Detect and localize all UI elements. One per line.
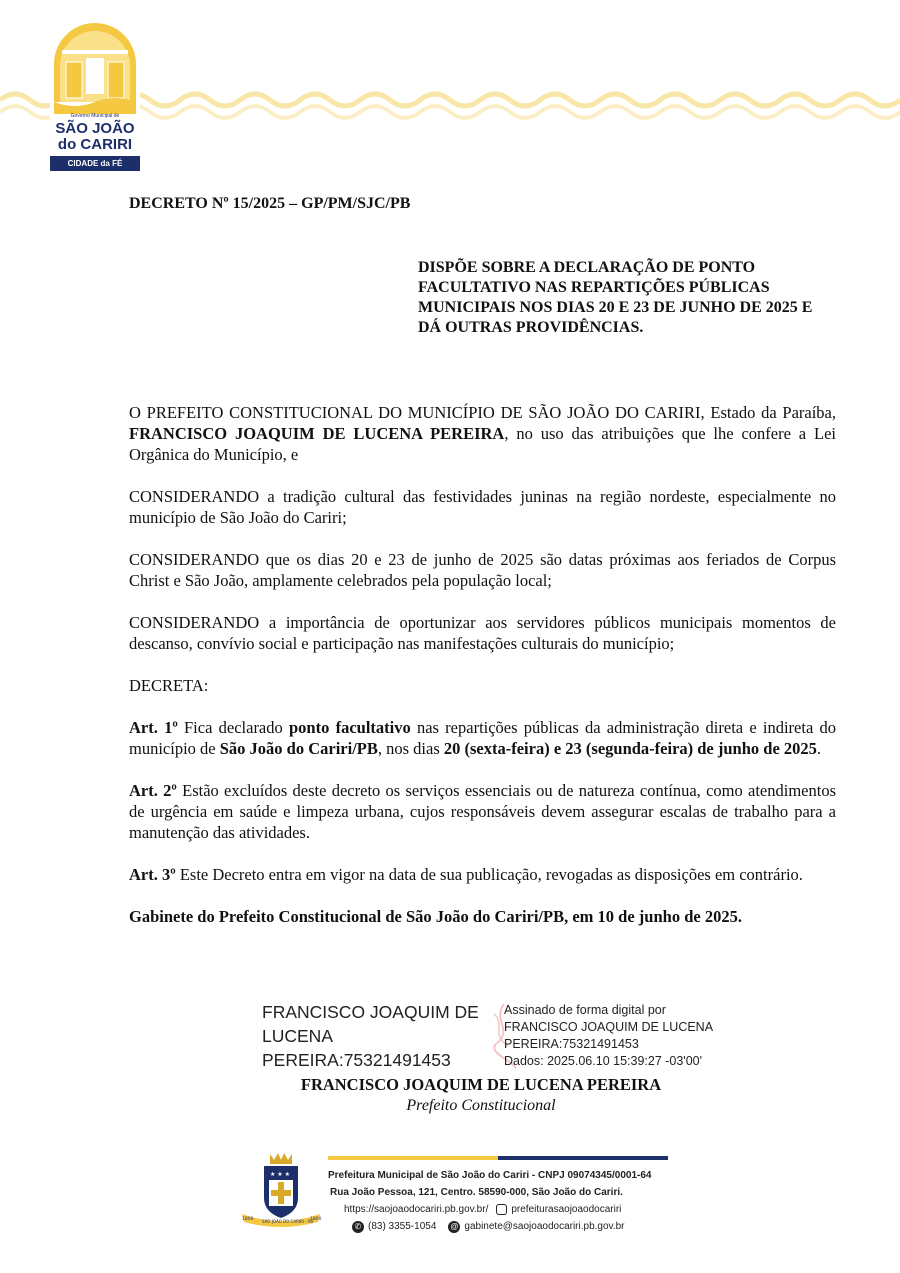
article-1-bold-b: ponto facultativo <box>289 718 411 737</box>
article-3-label: Art. 3º <box>129 865 176 884</box>
municipal-crest-icon <box>240 1148 322 1228</box>
footer-divider <box>328 1156 668 1161</box>
closing-text: Gabinete do Prefeito Constitucional de São João do Cariri/PB, em 10 de junho de 2025. <box>129 907 742 926</box>
article-1-bold-d: São João do Cariri/PB <box>219 739 378 758</box>
consideration-2: CONSIDERANDO que os dias 20 e 23 de junho de 2025 são datas próximas aos feriados de Corpus Christ e São João, amplamente celebrados pela população local; <box>129 550 836 590</box>
footer-contact <box>328 1167 688 1235</box>
digital-name-line1: FRANCISCO JOAQUIM DE <box>262 1002 479 1022</box>
logo-name-line2: do CARIRI <box>57 136 133 153</box>
website-link[interactable]: https://saojoaodocariri.pb.gov.br/ <box>344 1204 489 1215</box>
footer-line1: Prefeitura Municipal de São João do Cariri - CNPJ 09074345/0001-64 <box>328 1170 652 1181</box>
signature-info-line2: FRANCISCO JOAQUIM DE LUCENA <box>504 1020 714 1034</box>
article-2-label: Art. 2º <box>129 781 177 800</box>
article-1 <box>129 717 836 759</box>
footer-web-row <box>328 1201 688 1218</box>
article-1-text-a: Fica declarado <box>177 718 289 737</box>
decree-summary: DISPÕE SOBRE A DECLARAÇÃO DE PONTO FACULTATIVO NAS REPARTIÇÕES PÚBLICAS MUNICIPAIS NOS DIAS 20 E 23 DE JUNHO DE 2025 E DÁ OUTRAS PROVIDÊNCIAS. <box>418 259 813 336</box>
article-2 <box>129 780 836 843</box>
intro-text-a: O PREFEITO CONSTITUCIONAL DO MUNICÍPIO DE SÃO JOÃO DO CARIRI, Estado da Paraíba, <box>129 403 836 422</box>
phone-icon: ✆ <box>352 1221 364 1233</box>
footer-contact-row <box>328 1218 688 1235</box>
signature-info-line1: Assinado de forma digital por <box>504 1003 666 1017</box>
consideration-1: CONSIDERANDO a tradição cultural das festividades juninas na região nordeste, especialmente no município de São João do Cariri; <box>129 487 836 527</box>
decreta-heading: DECRETA: <box>129 676 209 695</box>
intro-paragraph <box>129 402 836 465</box>
logo-name-line1: SÃO JOÃO <box>55 120 135 137</box>
email-address[interactable]: gabinete@saojoaodocariri.pb.gov.br <box>464 1221 625 1232</box>
crest-banner: SÃO JOÃO DO CARIRI - PB <box>262 1219 314 1224</box>
article-1-bold-f: 20 (sexta-feira) e 23 (segunda-feira) de junho de 2025 <box>443 739 817 758</box>
signer-name: FRANCISCO JOAQUIM DE LUCENA PEREIRA <box>300 1075 662 1094</box>
signer-role: Prefeito Constitucional <box>406 1097 556 1114</box>
digital-signature-name <box>262 1000 482 1072</box>
intro-text-b: , no uso das atribuições que lhe confere a Lei Orgânica do Município, e <box>129 424 836 464</box>
decree-body <box>129 402 836 948</box>
footer-line2: Rua João Pessoa, 121, Centro. 58590-000, São João do Cariri. <box>330 1187 623 1198</box>
article-1-label: Art. 1º <box>129 718 178 737</box>
logo-band: CIDADE da FÉ <box>50 156 140 171</box>
article-1-text-e: , nos dias <box>377 739 444 758</box>
closing-line <box>129 906 836 927</box>
decree-title: DECRETO Nº 15/2025 – GP/PM/SJC/PB <box>129 195 411 212</box>
digital-signature <box>262 1000 732 1075</box>
digital-name-line3: PEREIRA:75321491453 <box>262 1050 451 1070</box>
consideration-3: CONSIDERANDO a importância de oportunizar aos servidores públicos municipais momentos de descanso, convívio social e participação nas manifestações culturais do município; <box>129 613 836 653</box>
crest-year-left: 1800 <box>242 1217 254 1222</box>
svg-text:★ ★ ★: ★ ★ ★ <box>270 1171 290 1178</box>
email-icon: @ <box>450 1221 459 1231</box>
crest-year-right: 1800 <box>310 1217 322 1222</box>
instagram-handle[interactable]: prefeiturasaojoaodocariri <box>511 1204 622 1215</box>
article-1-text-g: . <box>816 739 822 758</box>
phone-number[interactable]: (83) 3355-1054 <box>368 1221 437 1232</box>
digital-name-line2: LUCENA <box>262 1026 333 1046</box>
logo-subtitle: Governo Municipal de <box>70 113 120 119</box>
signature-info-line3: PEREIRA:75321491453 <box>504 1037 639 1051</box>
instagram-icon <box>496 1204 507 1215</box>
article-1-text-c: nas repartições públicas da administração direta e indireta do município de <box>129 718 837 758</box>
digital-signature-info <box>504 1002 734 1070</box>
signature-info-line4: Dados: 2025.06.10 15:39:27 -03'00' <box>504 1054 702 1068</box>
article-3-text: Este Decreto entra em vigor na data de sua publicação, revogadas as disposições em contrário. <box>175 865 803 884</box>
article-2-text: Estão excluídos deste decreto os serviços essenciais ou de natureza contínua, como atendimentos de urgência em saúde e limpeza urbana, cujos responsáveis devem assegurar escalas de trabalho para a manutenção das atividades. <box>129 781 836 842</box>
mayor-name: FRANCISCO JOAQUIM DE LUCENA PEREIRA <box>129 424 505 443</box>
article-3 <box>129 864 836 885</box>
logo-name <box>50 121 140 153</box>
